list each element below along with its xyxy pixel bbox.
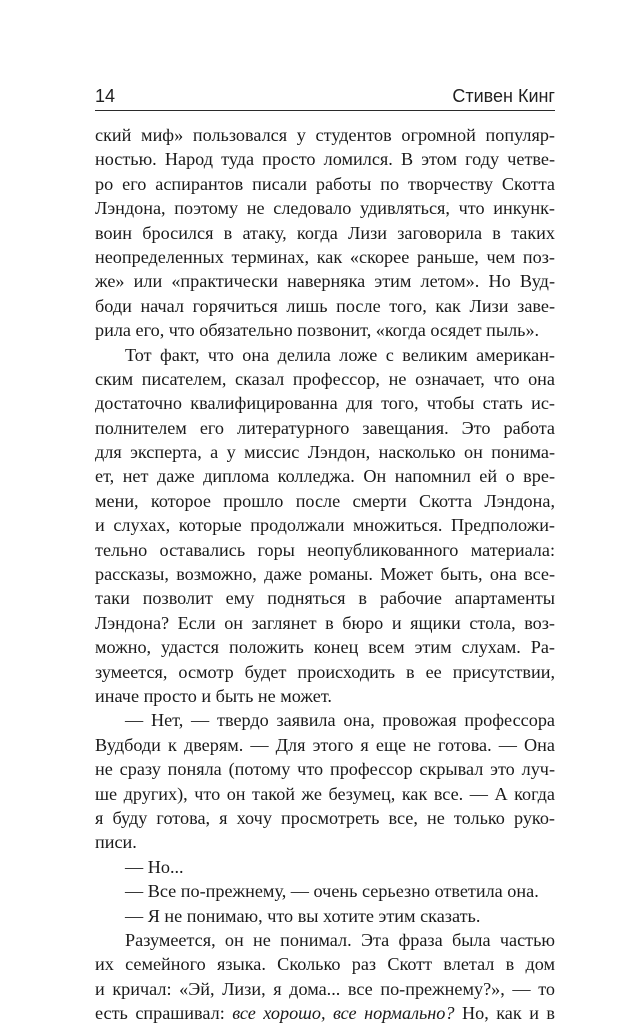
page-header bbox=[95, 84, 555, 111]
text-line: полнителем его литературного завещания. Это работа bbox=[95, 417, 555, 438]
text-line: и кричал: «Эй, Лизи, я дома... все по-прежнему?», — то bbox=[95, 978, 555, 999]
text-line: Тот факт, что она делила ложе с великим американ- bbox=[125, 344, 555, 365]
text-line: ро его аспирантов писали работы по творчеству Скотта bbox=[95, 173, 555, 194]
text-line: их семейного языка. Сколько раз Скотт влетал в дом bbox=[95, 954, 555, 975]
text-line: Лэндона? Если он заглянет в бюро и ящики стола, воз- bbox=[95, 612, 555, 633]
text-line: таки позволит ему подняться в рабочие апартаменты bbox=[95, 588, 555, 609]
text-line: тельно оставались горы неопубликованного материала: bbox=[95, 539, 555, 560]
text-line: ет, нет даже диплома колледжа. Он напомнил ей о вре- bbox=[95, 466, 555, 487]
text-line: не сразу поняла (потому что профессор скрывал это луч- bbox=[95, 759, 555, 780]
text-line: воин бросился в атаку, когда Лизи заговорила в таких bbox=[95, 222, 555, 243]
text-line: — Все по-прежнему, — очень серьезно ответила она. bbox=[125, 881, 539, 902]
text-line: ский миф» пользовался у студентов огромной популяр- bbox=[95, 125, 555, 145]
final-line-italic: все хорошо, все нормально? bbox=[232, 1003, 455, 1024]
text-line: можно, удастся положить конец всем этим слухам. Ра- bbox=[95, 637, 555, 658]
text-line: достаточно квалифицированна для того, чтобы стать ис- bbox=[95, 393, 555, 414]
text-line: мени, которое прошло после смерти Скотта Лэндона, bbox=[95, 490, 555, 511]
text-line: — Нет, — твердо заявила она, провожая профессора bbox=[125, 710, 555, 731]
running-head-author: Стивен Кинг bbox=[452, 86, 555, 106]
text-line: неопределенных терминах, как «скорее раньше, чем поз- bbox=[95, 246, 555, 267]
text-line: ше других), что он такой же безумец, как все. — А когда bbox=[95, 783, 555, 804]
text-line: боди начал горячиться лишь после того, как Лизи заве- bbox=[95, 295, 555, 316]
text-line: ностью. Народ туда просто ломился. В этом году четве- bbox=[95, 149, 555, 170]
text-line: зумеется, осмотр будет происходить в ее присутствии, bbox=[95, 661, 555, 682]
body-text bbox=[95, 123, 555, 1025]
text-line: Лэндона, поэтому не следовало удивляться, что инкунк- bbox=[95, 198, 555, 219]
text-line: рассказы, возможно, даже романы. Может быть, она все- bbox=[95, 564, 555, 585]
text-line: ским писателем, сказал профессор, не означает, что она bbox=[95, 368, 555, 389]
text-line-final bbox=[95, 1001, 555, 1025]
page-number: 14 bbox=[95, 86, 116, 106]
text-line: — Я не понимаю, что вы хотите этим сказать. bbox=[125, 905, 481, 926]
text-line: — Но... bbox=[125, 856, 184, 877]
final-line-after: Но, как и в bbox=[454, 1003, 555, 1024]
text-line: и слухах, которые продолжали множиться. Предположи- bbox=[95, 515, 555, 536]
text-line: для эксперта, а у миссис Лэндон, насколько он понима- bbox=[95, 442, 555, 463]
text-line: Вудбоди к дверям. — Для этого я еще не готова. — Она bbox=[95, 734, 555, 755]
text-line: же» или «практически наверняка этим летом». Но Вуд- bbox=[95, 271, 555, 292]
text-line: я буду готова, я хочу просмотреть все, не только руко- bbox=[95, 807, 555, 828]
final-line-before: есть спрашивал: bbox=[95, 1003, 233, 1024]
text-line: Разумеется, он не понимал. Эта фраза была частью bbox=[125, 929, 555, 950]
text-line: писи. bbox=[95, 832, 137, 853]
text-line: рила его, что обязательно позвонит, «когда осядет пыль». bbox=[95, 320, 540, 341]
text-line: иначе просто и быть не может. bbox=[95, 685, 332, 706]
